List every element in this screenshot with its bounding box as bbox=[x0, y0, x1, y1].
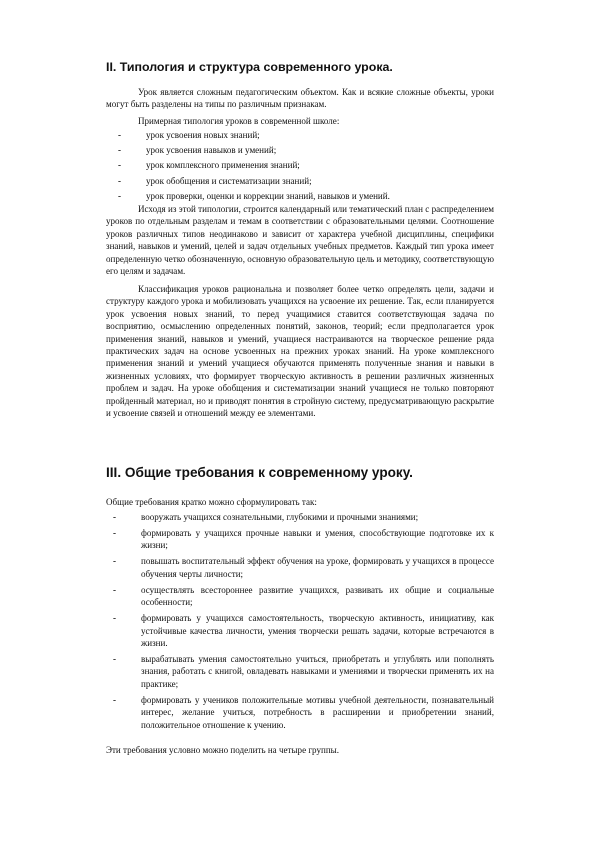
list-item: - осуществлять всестороннее развитие учащихся, развивать их общие и социальные особенности; bbox=[106, 584, 494, 609]
lesson-types-list bbox=[118, 128, 494, 204]
paragraph-classification: Классификация уроков рациональна и позволяет более четко определять цели, задачи и структуру каждого урока и мобилизовать учащихся на усвоение их решение. Так, если планируется урок усвоения новых знаний, то перед учащимися ставится соответствующая задача по восприятию, осмыслению определенных понятий, законов, теорий; если предполагается урок применения знаний, навыков и умений, учащиеся настраиваются на творческое решение ряда практических задач на основе усвоенных на прежних уроках знаний. На уроке комплексного применения знаний и умений учащиеся обучаются применять полученные знания и навыки в жизненных условиях, что формирует творческую активность в решении различных жизненных проблем и задач. На уроке обобщения и систематизации знаний учащиеся не только повторяют пройденный материал, но и приводят понятия в стройную систему, предусматривающую раскрытие и усвоение связей и отношений между ее элементами. bbox=[106, 284, 494, 419]
list-item: - урок проверки, оценки и коррекции знаний, навыков и умений. bbox=[118, 189, 494, 204]
list-item: - урок усвоения новых знаний; bbox=[118, 128, 494, 143]
list-item: - формировать у учащихся самостоятельность, творческую активность, инициативу, как устойчивые качества личности, умения творчески решать задачи, которые встречаются в жизни. bbox=[106, 612, 494, 649]
list-item: - повышать воспитательный эффект обучения на уроке, формировать у учащихся в процессе обучения черты личности; bbox=[106, 555, 494, 580]
list-item: - формировать у учеников положительные мотивы учебной деятельности, познавательный интерес, желание учиться, потребность в расширении и приобретении знаний, положительное отношение к учению. bbox=[106, 694, 494, 731]
paragraph-intro: Урок является сложным педагогическим объектом. Как и всякие сложные объекты, уроки могут быть разделены на типы по различным признакам. bbox=[106, 87, 494, 110]
requirements-list bbox=[106, 511, 494, 735]
paragraph-planning: Исходя из этой типологии, строится календарный или тематический план с распределением уроков по отдельным разделам и темам в соответствии с образовательными целями. Соотношение уроков различных типов неодинаково и зависит от характера учебной дисциплины, специфики знаний, навыков и умений, целей и задач отдельных учебных предметов. Каждый тип урока имеет определенную четко обозначенную, основную образовательную цель и методику, соответствующую его целям и задачам. bbox=[106, 204, 494, 277]
list-item: - вырабатывать умения самостоятельно учиться, приобретать и углублять или пополнять знания, работать с книгой, овладевать навыками и умениями и творчески применять их на практике; bbox=[106, 653, 494, 690]
section-heading-requirements: III. Общие требования к современному уроку. bbox=[106, 465, 413, 480]
section-heading-typology: II. Типология и структура современного урока. bbox=[106, 60, 393, 74]
list-item: - урок усвоения навыков и умений; bbox=[118, 143, 494, 158]
list-item: - вооружать учащихся сознательными, глубокими и прочными знаниями; bbox=[106, 511, 494, 523]
list-item: - формировать у учащихся прочные навыки и умения, способствующие подготовке их к жизни; bbox=[106, 527, 494, 552]
paragraph-closing: Эти требования условно можно поделить на четыре группы. bbox=[106, 745, 340, 755]
paragraph-typology-lead: Примерная типология уроков в современной школе: bbox=[138, 116, 340, 126]
list-item: - урок комплексного применения знаний; bbox=[118, 158, 494, 173]
paragraph-requirements-intro: Общие требования кратко можно сформулировать так: bbox=[106, 497, 317, 507]
list-item: - урок обобщения и систематизации знаний; bbox=[118, 174, 494, 189]
